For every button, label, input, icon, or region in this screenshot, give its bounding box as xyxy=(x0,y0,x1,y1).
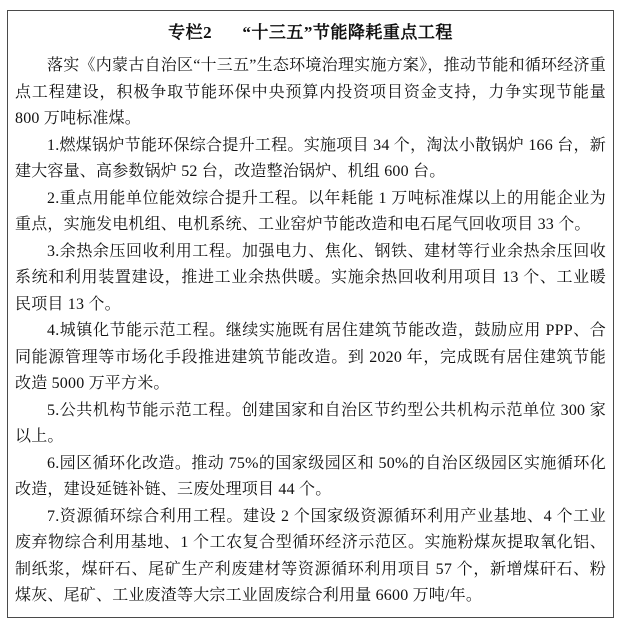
paragraph-6: 6.园区循环化改造。推动 75%的国家级园区和 50%的自治区级园区实施循环化改造，建设延链补链、三废处理项目 44 个。 xyxy=(15,454,606,498)
paragraph-4: 4.城镇化节能示范工程。继续实施既有居住建筑节能改造，鼓励应用 PPP、合同能源管理等市场化手段推进建筑节能改造。到 2020 年，完成既有居住建筑节能改造 5000 万平方米。 xyxy=(15,322,606,392)
box-title xyxy=(15,22,606,44)
column-box xyxy=(7,10,614,618)
paragraph-7: 7.资源循环综合利用工程。建设 2 个国家级资源循环利用产业基地、4 个工业废弃物综合利用基地、1 个工农复合型循环经济示范区。实施粉煤灰提取氧化铝、制纸浆，煤矸石、尾矿生产利废建材等资源循环利用项目 57 个，新增煤矸石、粉煤灰、尾矿、工业废渣等大宗工业固废综合利用量 6600 万吨/年。 xyxy=(15,507,606,604)
paragraph-5: 5.公共机构节能示范工程。创建国家和自治区节约型公共机构示范单位 300 家以上。 xyxy=(15,401,606,445)
box-body xyxy=(15,53,606,610)
paragraph-3: 3.余热余压回收利用工程。加强电力、焦化、钢铁、建材等行业余热余压回收系统和利用装置建设，推进工业余热供暖。实施余热回收利用项目 13 个、工业暖民项目 13 个。 xyxy=(15,242,606,313)
paragraph-intro: 落实《内蒙古自治区“十三五”生态环境治理实施方案》，推动节能和循环经济重点工程建设，积极争取节能环保中央预算内投资项目资金支持，力争实现节能量 800 万吨标准煤。 xyxy=(15,57,606,127)
paragraph-1: 1.燃煤锅炉节能环保综合提升工程。实施项目 34 个，淘汰小散锅炉 166 台，新建大容量、高参数锅炉 52 台，改造整治锅炉、机组 600 台。 xyxy=(15,136,606,180)
box-title-prefix: 专栏2 xyxy=(168,23,213,42)
box-title-main: “十三五”节能降耗重点工程 xyxy=(242,23,453,42)
paragraph-2: 2.重点用能单位能效综合提升工程。以年耗能 1 万吨标准煤以上的用能企业为重点，实施发电机组、电机系统、工业窑炉节能改造和电石尾气回收项目 33 个。 xyxy=(15,189,606,233)
